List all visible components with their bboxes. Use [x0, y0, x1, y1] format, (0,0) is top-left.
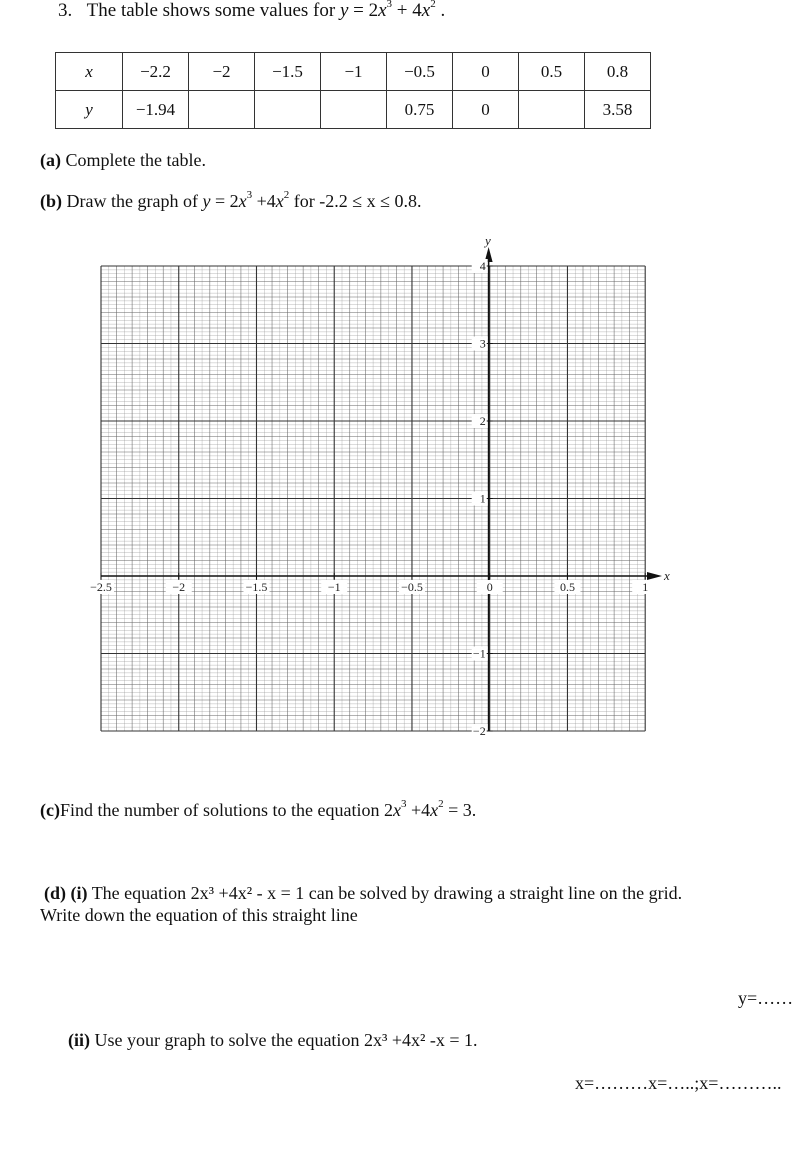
table-cell: 0.75	[387, 91, 453, 129]
x-tick-label: −2.5	[90, 580, 112, 594]
part-a-text: Complete the table.	[65, 150, 206, 170]
table-cell: 0.8	[585, 53, 651, 91]
table-cell: −1.5	[255, 53, 321, 91]
answer-line-x[interactable]: x=………x=…..;x=………..	[575, 1073, 782, 1093]
table-cell: 0	[453, 53, 519, 91]
y-tick-label: 3	[479, 336, 486, 351]
part-d-ii	[68, 1030, 478, 1051]
y-tick-label: 1	[479, 491, 486, 506]
table-cell: −0.5	[387, 53, 453, 91]
row-header-x: x	[56, 53, 123, 91]
part-b: (b) Draw the graph of $y = 2x^3 +4x^2$ for -2.2 ≤ x ≤ 0.8.	[40, 189, 422, 211]
y-tick-label: −1	[472, 646, 486, 661]
x-tick-label: −1.5	[245, 580, 268, 594]
x-tick-label: 0.5	[559, 580, 575, 594]
part-d-i	[44, 883, 682, 904]
y-tick-label: 4	[479, 259, 486, 273]
part-d-i-line2: Write down the equation of this straight line	[40, 905, 358, 925]
question-number: 3.	[58, 0, 73, 21]
equation-part-a: = 2	[353, 0, 379, 21]
question-intro: The table shows some values for	[86, 0, 336, 21]
table-cell: −2	[189, 53, 255, 91]
part-d-i-text: The equation 2x³ +4x² - x = 1 can be solved by drawing a straight line on the grid.	[91, 883, 683, 903]
equation-y: y	[339, 0, 349, 21]
y-axis-label: y	[485, 233, 491, 248]
part-b-text: Draw the graph of	[66, 191, 198, 211]
table-cell: 0.5	[519, 53, 585, 91]
part-b-domain: for -2.2 ≤ x ≤ 0.8.	[293, 191, 422, 211]
x-tick-label: −0.5	[401, 580, 423, 594]
part-c-label: (c)	[40, 800, 60, 820]
part-d-ii-text: Use your graph to solve the equation 2x³ +4x² -x = 1.	[94, 1030, 478, 1050]
part-b-label: (b)	[40, 191, 62, 211]
table-cell: −1	[321, 53, 387, 91]
row-header-y: y	[56, 91, 123, 129]
part-c-equation-end: = 3.	[448, 800, 477, 820]
x-tick-label: −2	[172, 580, 186, 594]
equation-part-b: + 4	[396, 0, 422, 21]
table-cell: 0	[453, 91, 519, 129]
part-c-text: Find the number of solutions to the equation	[59, 800, 380, 820]
table-cell: −1.94	[123, 91, 189, 129]
part-d-ii-label: (ii)	[68, 1030, 90, 1050]
equation-period: .	[440, 0, 446, 21]
question-heading: 3. The table shows some values for $y = 2x^3 + 4x^2$ .	[58, 0, 446, 21]
x-axis-label: x	[664, 568, 670, 583]
x-tick-label: −1	[327, 580, 341, 594]
table-cell: −2.2	[123, 53, 189, 91]
answer-line-y[interactable]: y=……	[738, 988, 794, 1008]
x-axis-arrow	[647, 572, 662, 580]
part-d-i-label: (d) (i)	[44, 883, 88, 903]
table-cell: 3.58	[585, 91, 651, 129]
part-a-label: (a)	[40, 150, 61, 170]
part-c: (c)Find the number of solutions to the equation $2x^3 +4x^2 = 3$.	[40, 798, 477, 820]
x-tick-label: 1	[642, 580, 649, 594]
y-tick-label: −2	[472, 724, 486, 738]
y-tick-label: 2	[479, 414, 486, 428]
x-tick-label: 0	[486, 580, 493, 594]
